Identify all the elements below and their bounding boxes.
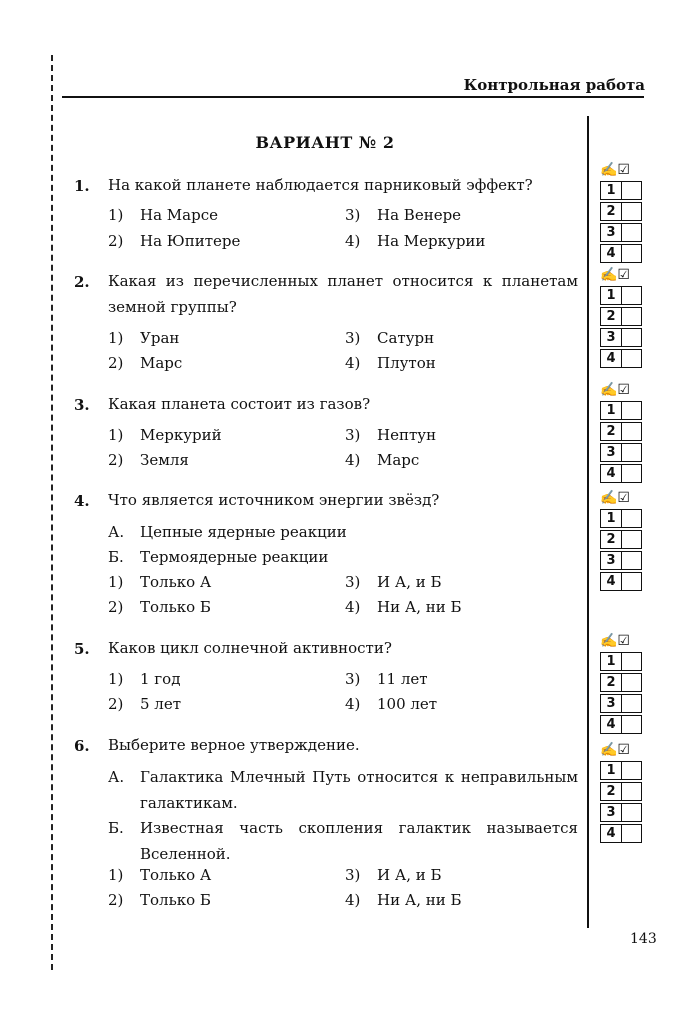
answer-checkbox[interactable] xyxy=(622,202,642,221)
answer-checkbox[interactable] xyxy=(622,694,642,713)
option: 2) На Юпитере xyxy=(108,232,241,250)
answer-checkbox[interactable] xyxy=(622,572,642,591)
option: 2) Только Б xyxy=(108,598,211,616)
answer-box-q1: ✍☑ 1 2 3 4 xyxy=(600,161,648,263)
statement: Б. Известная часть скопления галактик называется Вселенной. xyxy=(108,819,578,863)
statement: А. Галактика Млечный Путь относится к неправильным галактикам. xyxy=(108,768,578,812)
option: 4) Марс xyxy=(345,451,420,469)
option: 3) И А, и Б xyxy=(345,573,442,591)
option: 1) Только А xyxy=(108,866,212,884)
option: 3) Нептун xyxy=(345,426,437,444)
answer-checkbox[interactable] xyxy=(622,443,642,462)
option: 1) На Марсе xyxy=(108,206,218,224)
question-text: На какой планете наблюдается парниковый эффект? xyxy=(108,176,533,194)
page-header-title: Контрольная работа xyxy=(463,76,645,94)
question-text: Каков цикл солнечной активности? xyxy=(108,639,392,657)
option: 3) 11 лет xyxy=(345,670,428,688)
answer-checkbox[interactable] xyxy=(622,824,642,843)
page-number: 143 xyxy=(630,931,657,947)
answer-checkbox[interactable] xyxy=(622,401,642,420)
answer-checkbox[interactable] xyxy=(622,422,642,441)
answer-checkbox[interactable] xyxy=(622,328,642,347)
variant-title: ВАРИАНТ № 2 xyxy=(255,133,395,152)
answer-checkbox[interactable] xyxy=(622,509,642,528)
option: 1) Только А xyxy=(108,573,212,591)
question-text: Выберите верное утверждение. xyxy=(108,736,360,754)
answer-box-q3: ✍☑ 1 2 3 4 xyxy=(600,381,648,483)
answer-box-q2: ✍☑ 1 2 3 4 xyxy=(600,266,648,368)
option: 1) 1 год xyxy=(108,670,181,688)
pen-check-icon: ✍☑ xyxy=(600,162,630,178)
answer-box-q6: ✍☑ 1 2 3 4 xyxy=(600,741,648,843)
question-text: Какая из перечисленных планет относится к планетам земной группы? xyxy=(108,272,578,316)
option: 1) Уран xyxy=(108,329,180,347)
pen-check-icon: ✍☑ xyxy=(600,490,630,506)
answer-checkbox[interactable] xyxy=(622,244,642,263)
answer-box-q4: ✍☑ 1 2 3 4 xyxy=(600,489,648,591)
question-number: 4. xyxy=(74,492,90,510)
binding-dashed-line xyxy=(51,55,53,970)
option: 3) Сатурн xyxy=(345,329,435,347)
statement: Б. Термоядерные реакции xyxy=(108,548,329,566)
answer-checkbox[interactable] xyxy=(622,181,642,200)
header-rule xyxy=(62,96,644,98)
answer-checkbox[interactable] xyxy=(622,761,642,780)
answer-checkbox[interactable] xyxy=(622,673,642,692)
option: 4) 100 лет xyxy=(345,695,438,713)
option: 4) Плутон xyxy=(345,354,436,372)
answer-checkbox[interactable] xyxy=(622,652,642,671)
option: 1) Меркурий xyxy=(108,426,222,444)
answer-checkbox[interactable] xyxy=(622,715,642,734)
option: 2) Марс xyxy=(108,354,183,372)
option: 2) 5 лет xyxy=(108,695,182,713)
answer-checkbox[interactable] xyxy=(622,349,642,368)
pen-check-icon: ✍☑ xyxy=(600,267,630,283)
option: 2) Земля xyxy=(108,451,189,469)
option: 4) На Меркурии xyxy=(345,232,486,250)
option: 3) И А, и Б xyxy=(345,866,442,884)
question-text: Какая планета состоит из газов? xyxy=(108,395,371,413)
answer-checkbox[interactable] xyxy=(622,803,642,822)
question-number: 2. xyxy=(74,273,90,291)
answer-checkbox[interactable] xyxy=(622,782,642,801)
pen-check-icon: ✍☑ xyxy=(600,382,630,398)
question-number: 1. xyxy=(74,177,90,195)
question-text: Что является источником энергии звёзд? xyxy=(108,491,440,509)
answer-box-q5: ✍☑ 1 2 3 4 xyxy=(600,632,648,734)
answer-checkbox[interactable] xyxy=(622,551,642,570)
option: 4) Ни А, ни Б xyxy=(345,598,462,616)
pen-check-icon: ✍☑ xyxy=(600,633,630,649)
answer-checkbox[interactable] xyxy=(622,464,642,483)
answer-column-divider xyxy=(587,116,589,928)
answer-checkbox[interactable] xyxy=(622,530,642,549)
question-number: 3. xyxy=(74,396,90,414)
pen-check-icon: ✍☑ xyxy=(600,742,630,758)
answer-checkbox[interactable] xyxy=(622,223,642,242)
question-number: 5. xyxy=(74,640,90,658)
statement: А. Цепные ядерные реакции xyxy=(108,523,347,541)
answer-checkbox[interactable] xyxy=(622,286,642,305)
option: 2) Только Б xyxy=(108,891,211,909)
question-number: 6. xyxy=(74,737,90,755)
answer-checkbox[interactable] xyxy=(622,307,642,326)
option: 3) На Венере xyxy=(345,206,462,224)
option: 4) Ни А, ни Б xyxy=(345,891,462,909)
